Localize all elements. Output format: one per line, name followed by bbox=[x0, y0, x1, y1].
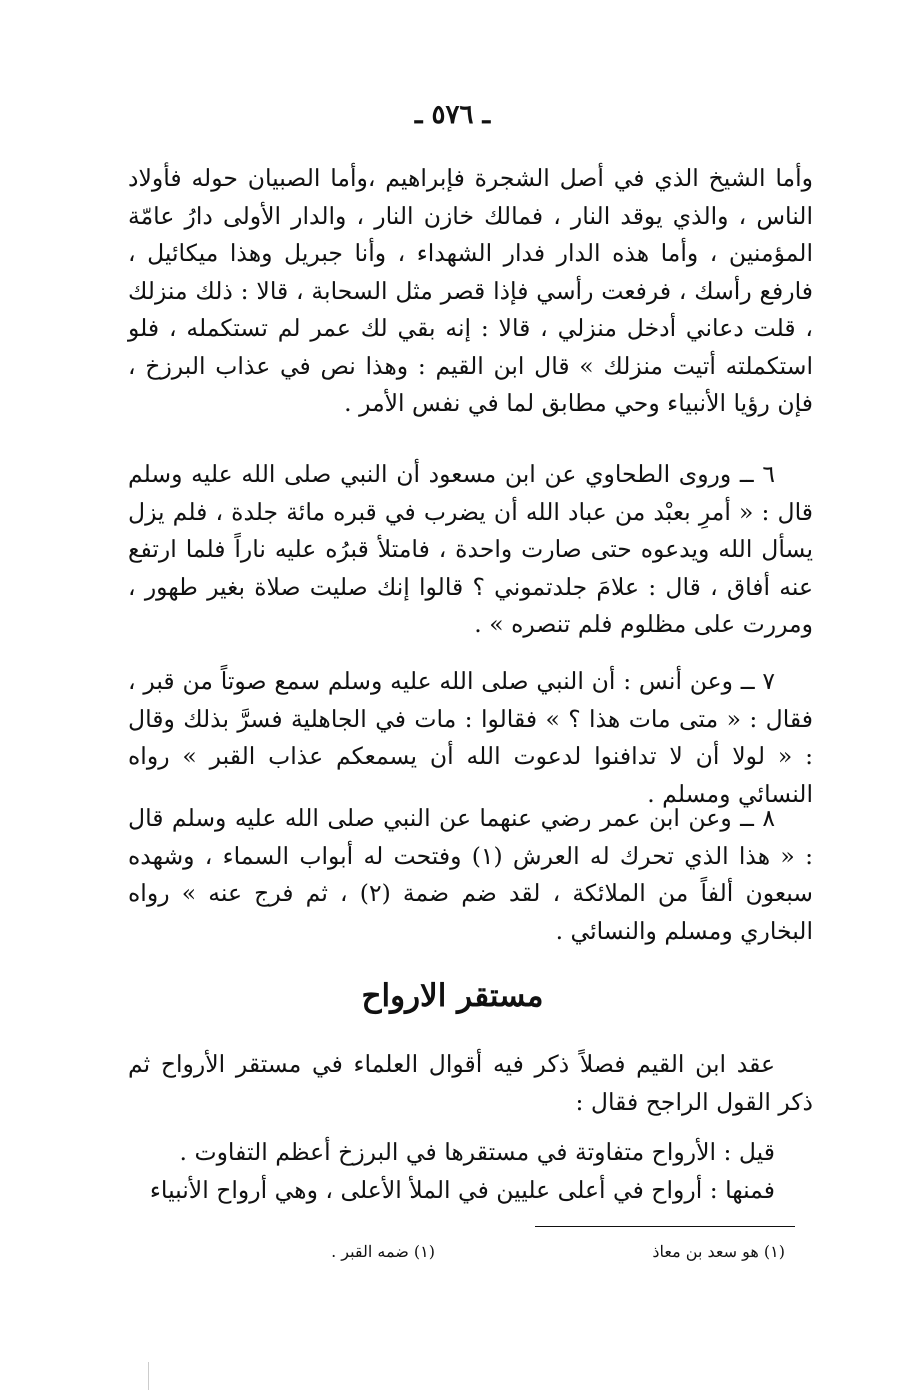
paragraph-hadith-7 bbox=[128, 663, 813, 813]
paragraph-text: ٦ ــ وروى الطحاوي عن ابن مسعود أن النبي صلى الله عليه وسلم قال : « أمرِ بعبْد من عباد الله أن يضرب في قبره مائة جلدة ، فلم يزل يسأل الله ويدعوه حتى صارت واحدة ، فامتلأ قبرُه عليه ناراً فلما ارتفع عنه أفاق ، قال : علامَ جلدتموني ؟ قالوا إنك صليت صلاة بغير طهور ، ومررت على مظلوم فلم تنصره » . bbox=[128, 460, 813, 638]
paragraph-dream-interpretation bbox=[128, 160, 813, 423]
footnote-2: (١) ضمه القبر . bbox=[331, 1242, 435, 1261]
paragraph-text: وأما الشيخ الذي في أصل الشجرة فإبراهيم ،وأما الصبيان حوله فأولاد الناس ، والذي يوقد النار ، فمالك خازن النار ، والدار الأولى دارُ عامّة المؤمنين ، وأما هذه الدار فدار الشهداء ، وأنا جبريل وهذا ميكائيل ، فارفع رأسك ، فرفعت رأسي فإذا قصر مثل السحابة ، قالا : ذلك منزلك ، قلت دعاني أدخل منزلي ، قالا : إنه بقي لك عمر لم تستكمله ، فلو استكملته أتيت منزلك » قال ابن القيم : وهذا نص في عذاب البرزخ ، فإن رؤيا الأنبياء وحي مطابق لما في نفس الأمر . bbox=[128, 164, 813, 417]
footnote-1: (١) هو سعد بن معاذ bbox=[652, 1242, 785, 1261]
paragraph-text: قيل : الأرواح متفاوتة في مستقرها في البرزخ أعظم التفاوت . bbox=[179, 1138, 775, 1166]
section-heading: مستقر الارواح bbox=[361, 978, 544, 1014]
paragraph-text: ٨ ــ وعن ابن عمر رضي عنهما عن النبي صلى الله عليه وسلم قال : « هذا الذي تحرك له العرش (١) وفتحت له أبواب السماء ، وشهده سبعون ألفاً من الملائكة ، لقد ضم ضمة (٢) ، ثم فرج عنه » رواه البخاري ومسلم والنسائي . bbox=[128, 804, 813, 945]
paragraph-statement bbox=[128, 1134, 813, 1172]
footnote-divider bbox=[535, 1226, 795, 1227]
paragraph-first-category bbox=[128, 1172, 813, 1210]
paragraph-hadith-8 bbox=[128, 800, 813, 950]
paragraph-hadith-6 bbox=[128, 456, 813, 644]
page-number: ـ ٥٧٦ ـ bbox=[414, 100, 491, 130]
paragraph-text: عقد ابن القيم فصلاً ذكر فيه أقوال العلماء في مستقر الأرواح ثم ذكر القول الراجح فقال : bbox=[128, 1050, 813, 1116]
paragraph-text: فمنها : أرواح في أعلى عليين في الملأ الأعلى ، وهي أرواح الأنبياء bbox=[149, 1176, 775, 1204]
scan-artifact-line bbox=[148, 1362, 149, 1390]
paragraph-section-intro bbox=[128, 1046, 813, 1121]
paragraph-text: ٧ ــ وعن أنس : أن النبي صلى الله عليه وسلم سمع صوتاً من قبر ، فقال : « متى مات هذا ؟ » فقالوا : مات في الجاهلية فسرَّ بذلك وقال : « لولا أن لا تدافنوا لدعوت الله أن يسمعكم عذاب القبر » رواه النسائي ومسلم . bbox=[128, 667, 813, 808]
